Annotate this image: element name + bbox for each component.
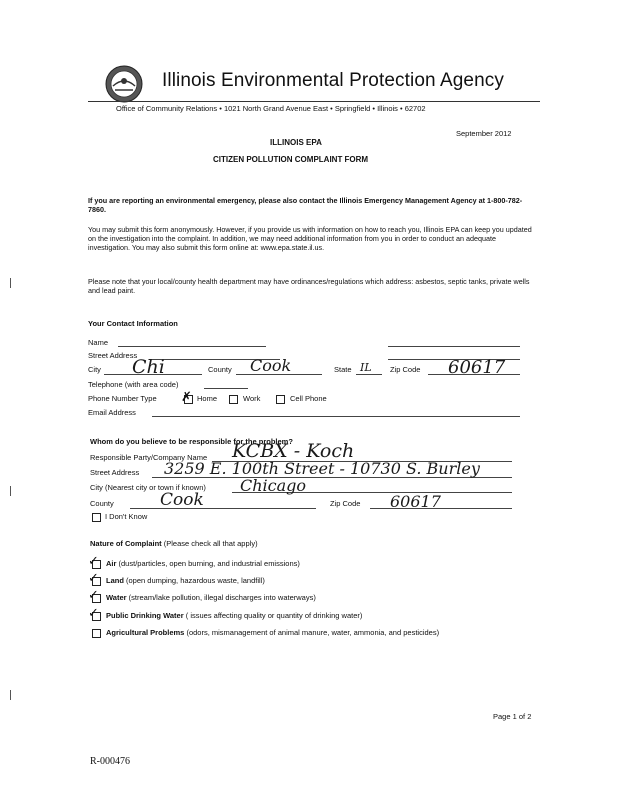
nature-heading [90,539,258,548]
state-field[interactable] [356,374,382,375]
resp-city-value: Chicago [240,476,307,495]
bates-number: R-000476 [90,756,130,767]
land-option [106,576,265,585]
air-check-mark-icon: ✓ [88,554,99,569]
phone-field[interactable] [204,388,248,389]
anonymous-notice: You may submit this form anonymously. However, if you provide us with information on how to reach you, Illinois EPA can keep you updated on the investigation into the complaint. In addition, we may need additional information from you in order to conduct an adequate investigation. You may also submit this form online at: www.epa.state.il.us. [88,225,532,252]
resp-street-value: 3259 E. 100th Street - 10730 S. Burley [164,459,480,478]
state-label: State [334,365,352,374]
city-label: City [88,365,101,374]
form-title: CITIZEN POLLUTION COMPLAINT FORM [213,155,369,164]
air-option-desc: (dust/particles, open burning, and industrial emissions) [118,559,300,568]
resp-county-value: Cook [160,490,204,510]
county-label: County [208,365,232,374]
work-option-label: Work [243,394,261,403]
zip-value: 60617 [448,357,506,378]
land-option-desc: (open dumping, hazardous waste, landfill) [126,576,265,585]
name-field[interactable] [118,346,266,347]
contact-heading: Your Contact Information [88,319,178,328]
land-check-mark-icon: ✓ [88,571,99,586]
state-value: IL [360,361,372,374]
nature-heading-note: (Please check all that apply) [163,539,258,548]
emergency-notice: If you are reporting an environmental emergency, please also contact the Illinois Emergency Management Agency at 1-800-782-7860. [88,196,523,214]
agency-title: Illinois Environmental Protection Agency [162,70,504,91]
cell-option-label: Cell Phone [290,394,327,403]
agricultural-option-title: Agricultural Problems [106,628,185,637]
header-divider [88,101,540,102]
party-label: Responsible Party/Company Name [90,453,208,462]
nature-heading-title: Nature of Complaint [90,539,162,548]
agency-seal [104,64,144,104]
street-label: Street Address [88,351,138,360]
home-check-mark-icon: ✗ [181,390,192,405]
agricultural-option [106,628,439,637]
city-value: Chi [132,356,165,378]
air-option-title: Air [106,559,117,568]
email-label: Email Address [88,408,136,417]
resp-zip-value: 60617 [390,492,441,511]
name-field-continued[interactable] [388,346,520,347]
dont-know-label: I Don't Know [105,512,148,521]
form-date: September 2012 [456,129,512,138]
land-option-title: Land [106,576,124,585]
resp-city-label: City (Nearest city or town if known) [90,483,206,492]
water-check-mark-icon: ✓ [88,588,99,603]
resp-street-label: Street Address [90,468,140,477]
agency-address: Office of Community Relations • 1021 North Grand Avenue East • Springfield • Illinois • 62702 [116,104,426,113]
scan-mark [10,486,11,496]
water-option [106,593,316,602]
drinking-water-option [106,611,362,620]
agricultural-option-desc: (odors, mismanagement of animal manure, water, ammonia, and pesticides) [186,628,440,637]
email-field[interactable] [152,416,520,417]
resp-county-label: County [90,499,114,508]
name-label: Name [88,338,109,347]
phone-label: Telephone (with area code) [88,380,179,389]
resp-county-field[interactable] [130,508,316,509]
responsible-heading: Whom do you believe to be responsible for the problem? [90,437,293,446]
zip-label: Zip Code [390,365,421,374]
county-value: Cook [250,356,292,375]
air-option [106,559,300,568]
water-option-title: Water [106,593,127,602]
cell-checkbox[interactable] [276,395,285,404]
drinking-water-option-desc: ( issues affecting quality or quantity of drinking water) [185,611,363,620]
party-value: KCBX - Koch [232,440,355,462]
dont-know-checkbox[interactable] [92,513,101,522]
drinking-water-check-mark-icon: ✓ [88,606,99,621]
drinking-water-option-title: Public Drinking Water [106,611,184,620]
work-checkbox[interactable] [229,395,238,404]
phone-type-label: Phone Number Type [88,394,157,403]
form-title-agency: ILLINOIS EPA [270,138,322,147]
home-option-label: Home [197,394,218,403]
health-notice: Please note that your local/county health department may have ordinances/regulations which address: asbestos, septic tanks, private wells and lead paint. [88,277,530,295]
water-option-desc: (stream/lake pollution, illegal discharges into waterways) [128,593,316,602]
page-number: Page 1 of 2 [493,712,532,721]
scan-mark [10,278,11,288]
scan-mark [10,690,11,700]
agricultural-checkbox[interactable] [92,629,101,638]
resp-zip-label: Zip Code [330,499,361,508]
